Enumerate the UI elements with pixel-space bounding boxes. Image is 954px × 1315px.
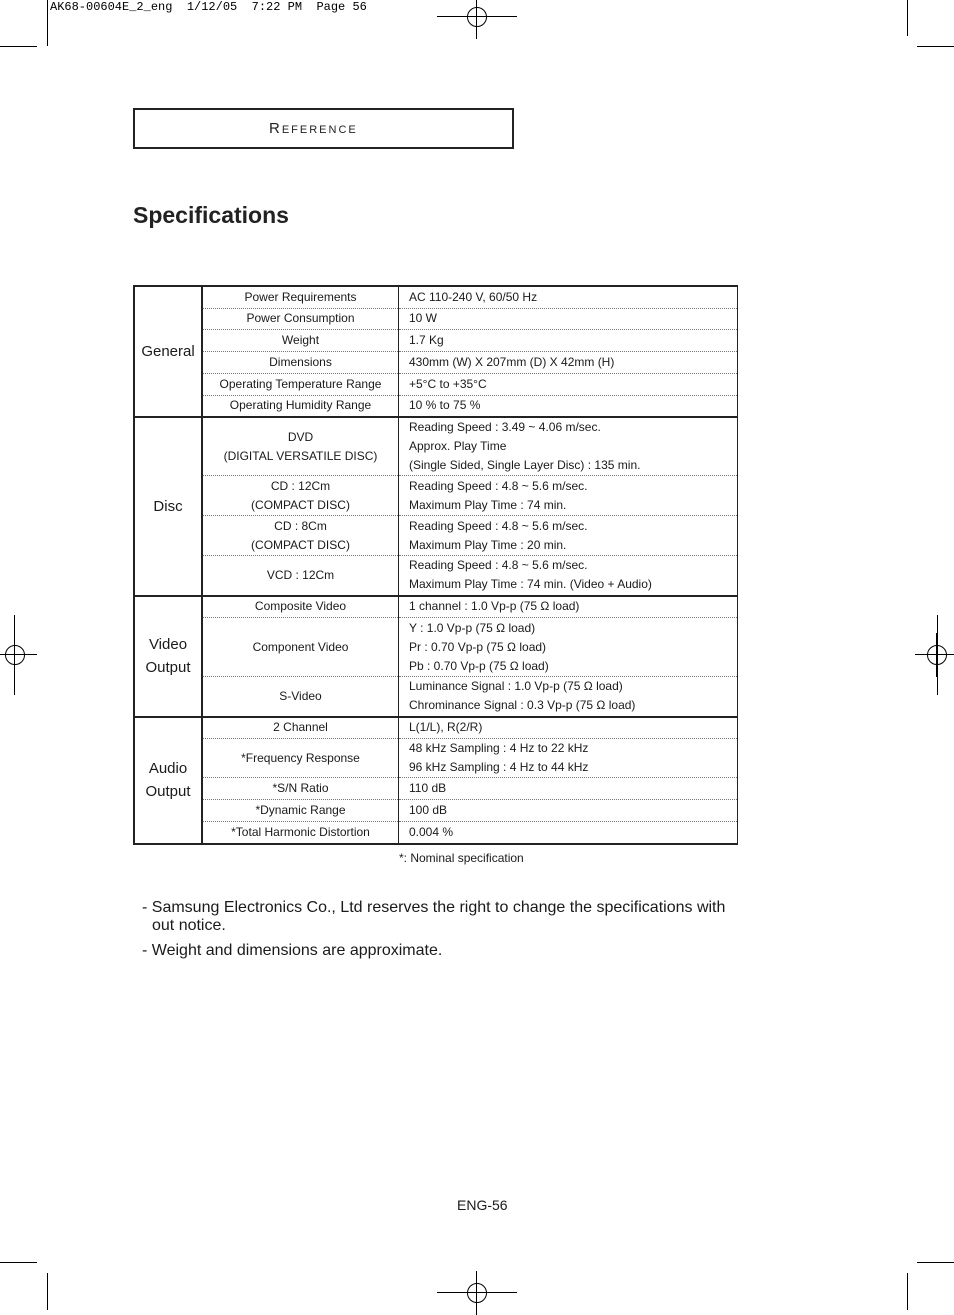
spec-item-label: 2 Channel	[202, 717, 399, 739]
spec-item-value: 110 dB	[399, 778, 738, 800]
spec-item-value: Y : 1.0 Vp-p (75 Ω load) Pr : 0.70 Vp-p (75 Ω load) Pb : 0.70 Vp-p (75 Ω load)	[399, 618, 738, 677]
note-item: - Weight and dimensions are approximate.	[142, 942, 443, 959]
spec-row	[134, 596, 738, 618]
crop-mark	[917, 46, 954, 47]
note-item: - Samsung Electronics Co., Ltd reserves the right to change the specifications with out notice.	[142, 899, 726, 934]
spec-category: Audio Output	[134, 717, 202, 844]
print-header: AK68-00604E_2_eng 1/12/05 7:22 PM Page 56	[50, 0, 367, 14]
spec-item-value: 100 dB	[399, 800, 738, 822]
spec-item-value: Reading Speed : 4.8 ~ 5.6 m/sec. Maximum Play Time : 74 min.	[399, 476, 738, 516]
footnote: *: Nominal specification	[399, 851, 524, 865]
page-title: Specifications	[133, 202, 289, 228]
spec-item-label: Power Consumption	[202, 308, 399, 329]
spec-item-label: Operating Temperature Range	[202, 373, 399, 395]
spec-item-value: 1.7 Kg	[399, 329, 738, 351]
spec-row	[134, 618, 738, 677]
spec-item-value: 0.004 %	[399, 822, 738, 844]
crop-mark	[47, 0, 48, 46]
spec-item-label: Weight	[202, 329, 399, 351]
spec-item-label: *Total Harmonic Distortion	[202, 822, 399, 844]
spec-row	[134, 778, 738, 800]
spec-item-label: CD : 12Cm (COMPACT DISC)	[202, 476, 399, 516]
spec-item-value: 48 kHz Sampling : 4 Hz to 22 kHz 96 kHz Sampling : 4 Hz to 44 kHz	[399, 739, 738, 778]
spec-item-label: Composite Video	[202, 596, 399, 618]
spec-row	[134, 717, 738, 739]
spec-item-label: Component Video	[202, 618, 399, 677]
section-header	[133, 108, 514, 149]
spec-row	[134, 417, 738, 476]
spec-item-label: VCD : 12Cm	[202, 556, 399, 596]
spec-item-label: S-Video	[202, 677, 399, 717]
spec-item-value: +5°C to +35°C	[399, 373, 738, 395]
spec-item-value: AC 110-240 V, 60/50 Hz	[399, 286, 738, 308]
registration-mark-icon	[915, 633, 954, 677]
spec-item-value: 10 % to 75 %	[399, 395, 738, 417]
spec-item-value: 1 channel : 1.0 Vp-p (75 Ω load)	[399, 596, 738, 618]
page-number: ENG-56	[457, 1197, 508, 1213]
section-label: Reference	[269, 120, 358, 137]
spec-item-label: *Dynamic Range	[202, 800, 399, 822]
spec-row	[134, 308, 738, 329]
crop-mark	[0, 1262, 37, 1263]
spec-row	[134, 476, 738, 516]
specifications-table	[133, 285, 738, 845]
spec-item-label: Power Requirements	[202, 286, 399, 308]
spec-item-label: CD : 8Cm (COMPACT DISC)	[202, 516, 399, 556]
registration-mark-icon	[455, 1271, 499, 1315]
crop-mark	[907, 1273, 908, 1310]
registration-mark-icon	[0, 633, 37, 677]
spec-row	[134, 395, 738, 417]
crop-mark	[0, 46, 37, 47]
spec-row	[134, 822, 738, 844]
spec-item-label: Dimensions	[202, 351, 399, 373]
crop-mark	[907, 0, 908, 36]
spec-item-value: Luminance Signal : 1.0 Vp-p (75 Ω load) Chrominance Signal : 0.3 Vp-p (75 Ω load)	[399, 677, 738, 717]
spec-item-value: Reading Speed : 4.8 ~ 5.6 m/sec. Maximum Play Time : 20 min.	[399, 516, 738, 556]
spec-item-value: 430mm (W) X 207mm (D) X 42mm (H)	[399, 351, 738, 373]
spec-row	[134, 739, 738, 778]
spec-item-value: L(1/L), R(2/R)	[399, 717, 738, 739]
spec-row	[134, 800, 738, 822]
crop-mark	[917, 1262, 954, 1263]
spec-row	[134, 329, 738, 351]
spec-item-label: *S/N Ratio	[202, 778, 399, 800]
spec-item-label: DVD (DIGITAL VERSATILE DISC)	[202, 417, 399, 476]
spec-row	[134, 556, 738, 596]
spec-item-value: 10 W	[399, 308, 738, 329]
crop-mark	[47, 1273, 48, 1310]
spec-item-label: Operating Humidity Range	[202, 395, 399, 417]
spec-item-label: *Frequency Response	[202, 739, 399, 778]
spec-category: Video Output	[134, 596, 202, 717]
spec-category: General	[134, 286, 202, 417]
registration-mark-icon	[455, 0, 499, 39]
spec-row	[134, 351, 738, 373]
spec-row	[134, 373, 738, 395]
spec-category: Disc	[134, 417, 202, 596]
notes-list	[142, 899, 742, 967]
spec-item-value: Reading Speed : 4.8 ~ 5.6 m/sec. Maximum Play Time : 74 min. (Video + Audio)	[399, 556, 738, 596]
spec-row	[134, 516, 738, 556]
spec-row	[134, 286, 738, 308]
spec-item-value: Reading Speed : 3.49 ~ 4.06 m/sec. Approx. Play Time (Single Sided, Single Layer Disc) : 135 min.	[399, 417, 738, 476]
spec-row	[134, 677, 738, 717]
